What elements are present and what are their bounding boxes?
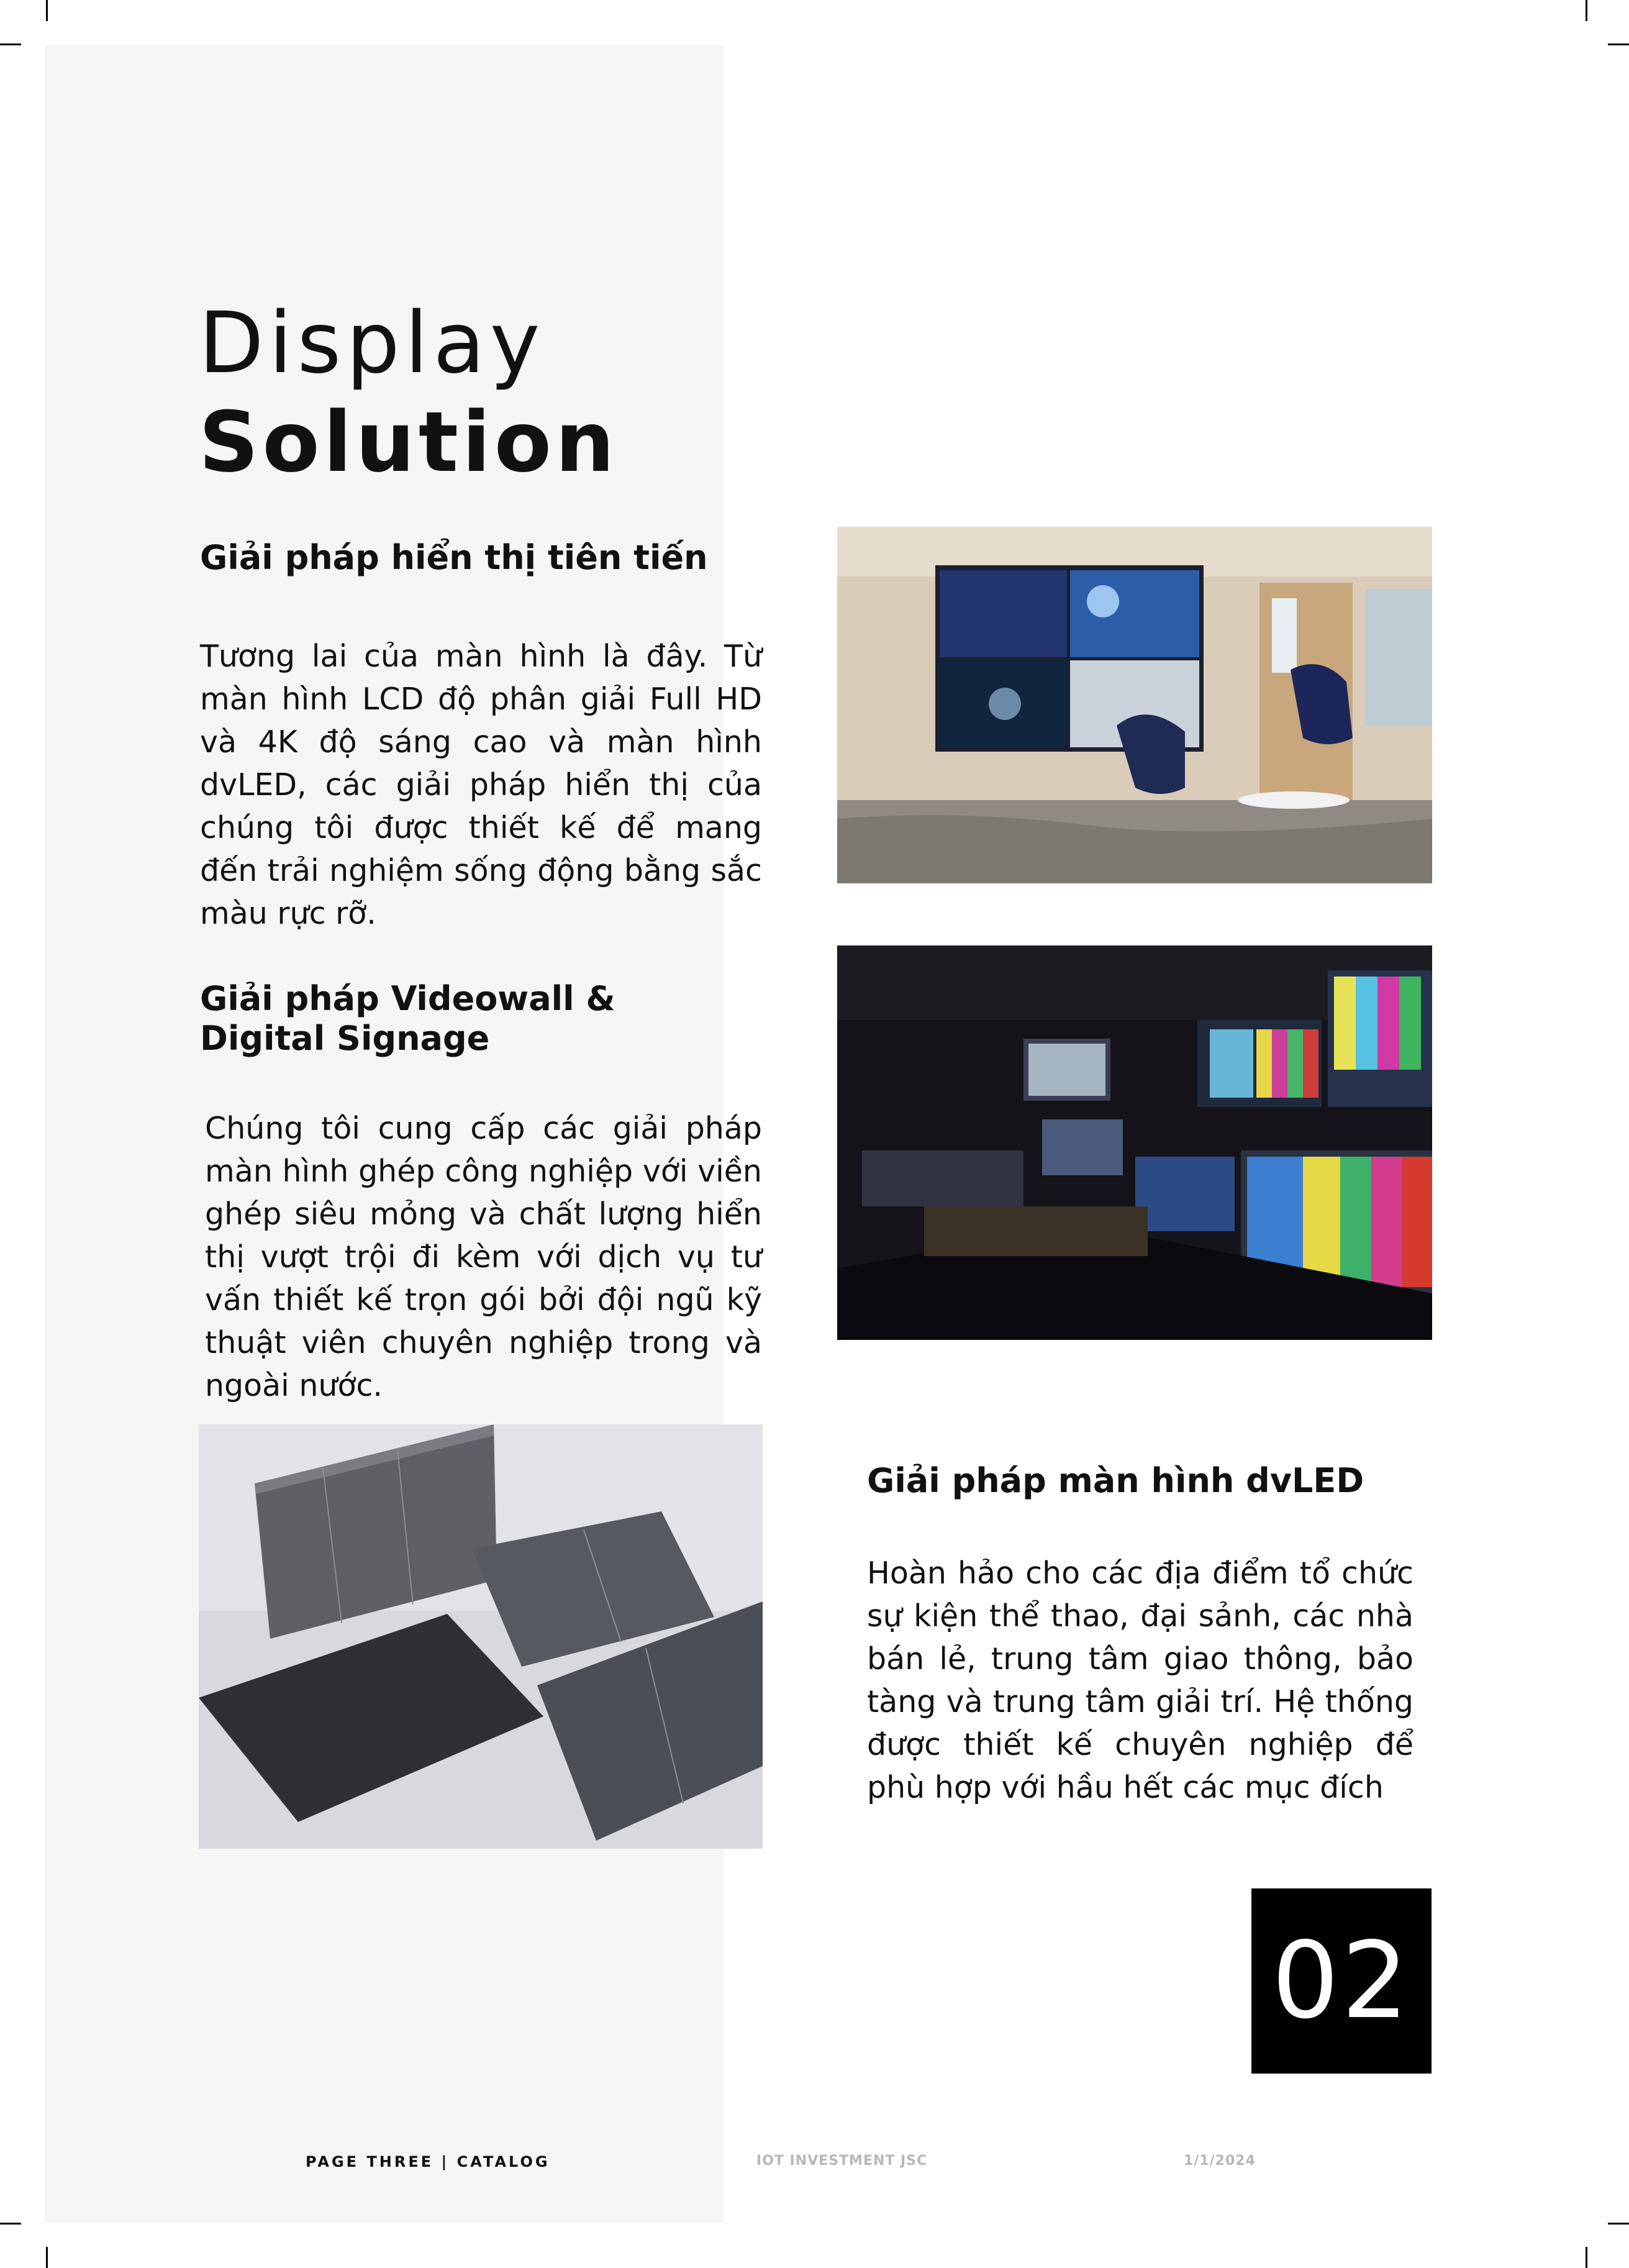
section3-body: Hoàn hảo cho các địa điểm tổ chức sự kiện thể thao, đại sảnh, các nhà bán lẻ, trung tâm giao thông, bảo tàng và trung tâm giải trí. Hệ thống được thiết kế chuyên nghiệp để phù hợp với hầu hết các mục đích xyxy=(867,1555,1413,1805)
page-title-line2: Solution xyxy=(199,394,619,491)
crop-mark xyxy=(0,2223,21,2225)
page-number-badge: 02 xyxy=(1251,1888,1432,2074)
dvled-cabinets-photo xyxy=(199,1424,763,1849)
crop-mark xyxy=(1586,2247,1587,2268)
section2-body: Chúng tôi cung cấp các giải pháp màn hình ghép công nghiệp với viền ghép siêu mỏng và chất lượng hiển thị vượt trội đi kèm với dịch vụ tư vấn thiết kế trọn gói bởi đội ngũ kỹ thuật viên chuyên nghiệp trong và ngoài nước. xyxy=(205,1111,762,1403)
footer-date: 1/1/2024 xyxy=(1184,2153,1256,2169)
section2-heading: Giải pháp Videowall & Digital Signage xyxy=(200,979,615,1058)
crop-mark xyxy=(46,2247,48,2268)
footer-page-label: PAGE THREE | CATALOG xyxy=(306,2153,550,2170)
section1-body: Tương lai của màn hình là đây. Từ màn hình LCD độ phân giải Full HD và 4K độ sáng cao và màn hình dvLED, các giải pháp hiển thị của chúng tôi được thiết kế để mang đến trải nghiệm sống động bằng sắc màu rực rỡ. xyxy=(200,639,762,931)
section1-heading: Giải pháp hiển thị tiên tiến xyxy=(200,538,708,577)
crop-mark xyxy=(46,0,48,21)
crop-mark xyxy=(0,43,21,45)
control-room-photo xyxy=(837,945,1432,1340)
section3-heading: Giải pháp màn hình dvLED xyxy=(867,1461,1364,1500)
crop-mark xyxy=(1608,43,1629,45)
page-title-line1: Display xyxy=(199,294,545,393)
crop-mark xyxy=(1586,0,1587,21)
footer-company: IOT INVESTMENT JSC xyxy=(756,2153,928,2169)
crop-mark xyxy=(1608,2223,1629,2225)
lobby-videowall-photo xyxy=(837,527,1432,883)
